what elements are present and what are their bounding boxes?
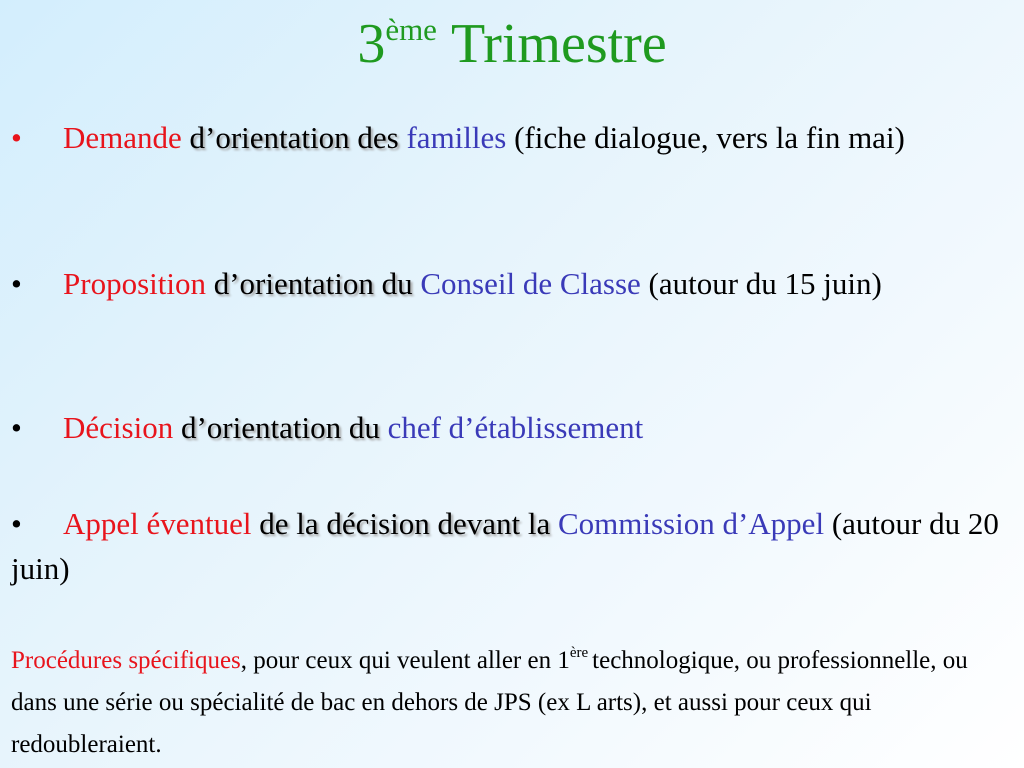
procedures-text-after: technologique, ou professionnelle, ou dans une série ou spécialité de bac en dehors de JPS (ex L arts), et aussi pour ceux qui redoubleraient. [11, 647, 968, 758]
bullet-icon: • [11, 120, 22, 155]
item-red-text: Demande [63, 120, 182, 155]
item-rest-text: (autour du 20 juin) [11, 506, 999, 586]
title-number: 3 [357, 13, 386, 75]
item-red-text: Proposition [63, 266, 206, 301]
item-blue-text: Conseil de Classe [420, 266, 641, 301]
item-rest-text: (autour du 15 juin) [648, 266, 882, 301]
bullet-icon: • [11, 410, 22, 445]
item-blue-text: familles [406, 120, 507, 155]
list-item-appel [11, 501, 1016, 591]
item-shadow-text: d’orientation du [213, 266, 413, 301]
item-red-text: Décision [63, 410, 174, 445]
item-shadow-text: de la décision devant la [259, 506, 551, 541]
slide-title [0, 10, 1024, 78]
title-word: Trimestre [450, 13, 667, 75]
item-blue-text: Commission d’Appel [557, 506, 825, 541]
item-shadow-text: d’orientation des [189, 120, 399, 155]
procedures-paragraph [11, 640, 1016, 766]
bullet-icon: • [11, 506, 22, 541]
item-blue-text: chef d’établissement [387, 410, 644, 445]
bullet-icon: • [11, 266, 22, 301]
item-shadow-text: d’orientation du [180, 410, 380, 445]
list-item-demande [11, 115, 1016, 160]
procedures-sup: ère [569, 645, 589, 661]
title-suffix: ème [385, 12, 437, 47]
item-rest-text: (fiche dialogue, vers la fin mai) [514, 120, 905, 155]
procedures-heading: Procédures spécifiques [11, 647, 241, 674]
procedures-text-before: , pour ceux qui veulent aller en 1 [240, 647, 570, 674]
item-red-text: Appel éventuel [63, 506, 252, 541]
list-item-proposition [11, 261, 1016, 306]
list-item-decision [11, 405, 1016, 450]
